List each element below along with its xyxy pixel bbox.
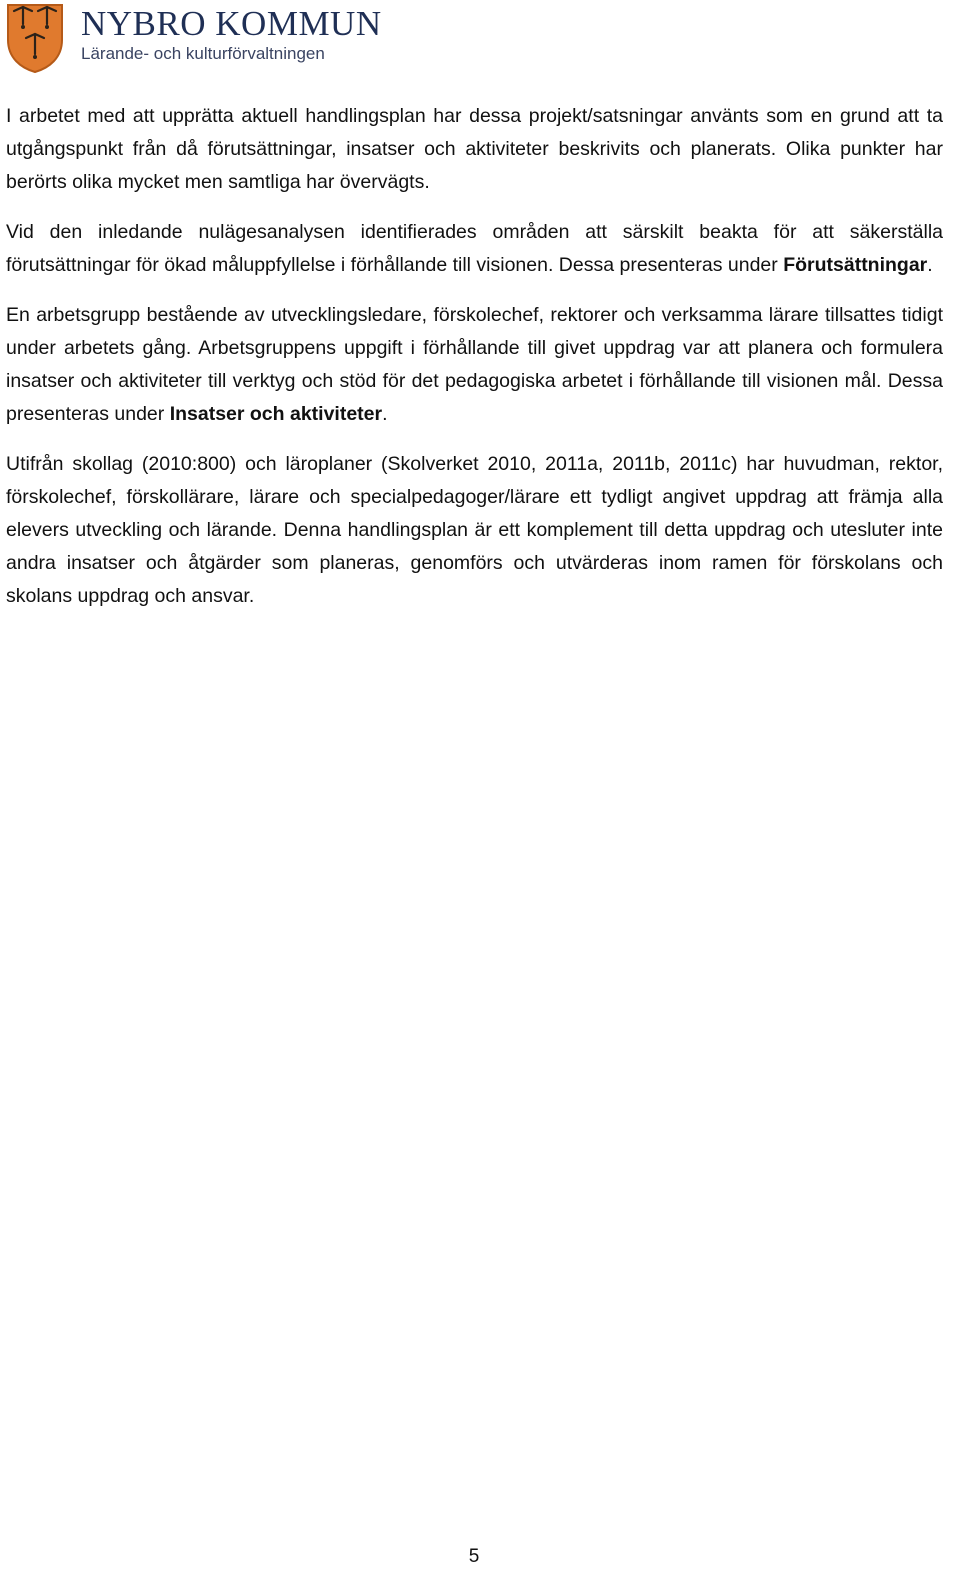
paragraph-3-text: En arbetsgrupp bestående av utvecklingsledare, förskolechef, rektorer och verksamma lärare tillsattes tidigt under arbetets gång. Arbetsgruppens uppgift i förhållande till givet uppdrag var att planera och formulera insatser och aktiviteter till verktyg och stöd för det pedagogiska arbetet i förhållande till visionen mål. Dessa presenteras under bbox=[6, 304, 943, 425]
paragraph-3-end: . bbox=[382, 403, 388, 425]
document-header bbox=[5, 2, 382, 74]
paragraph-2-text: Vid den inledande nulägesanalysen identifierades områden att särskilt beakta för att säkerställa förutsättningar för ökad måluppfyllelse i förhållande till visionen. Dessa presenteras under bbox=[6, 221, 943, 276]
paragraph-2 bbox=[6, 216, 943, 282]
municipal-coat-of-arms-icon bbox=[5, 2, 65, 74]
paragraph-2-section-reference: Förutsättningar bbox=[783, 254, 928, 276]
paragraph-2-end: . bbox=[927, 254, 933, 276]
document-body bbox=[6, 100, 943, 630]
paragraph-1-text: I arbetet med att upprätta aktuell handlingsplan har dessa projekt/satsningar använts som en grund att ta utgångspunkt från då förutsättningar, insatser och aktiviteter beskrivits och planerats. Olika punkter har berörts olika mycket men samtliga har övervägts. bbox=[6, 105, 943, 193]
department-name: Lärande- och kulturförvaltningen bbox=[81, 44, 325, 63]
organization-name: NYBRO KOMMUN bbox=[81, 4, 382, 43]
paragraph-3 bbox=[6, 299, 943, 431]
paragraph-4-text: Utifrån skollag (2010:800) och läroplaner (Skolverket 2010, 2011a, 2011b, 2011c) har huvudman, rektor, förskolechef, förskollärare, lärare och specialpedagoger/lärare ett tydligt angivet uppdrag att främja alla elevers utveckling och lärande. Denna handlingsplan är ett komplement till detta uppdrag och utesluter inte andra insatser och åtgärder som planeras, genomförs och utvärderas inom ramen för förskolans och skolans uppdrag och ansvar. bbox=[6, 453, 943, 607]
page-number: 5 bbox=[468, 1546, 480, 1567]
paragraph-3-section-reference: Insatser och aktiviteter bbox=[169, 403, 383, 425]
header-text bbox=[81, 6, 382, 64]
paragraph-4 bbox=[6, 448, 943, 613]
paragraph-1 bbox=[6, 100, 943, 199]
